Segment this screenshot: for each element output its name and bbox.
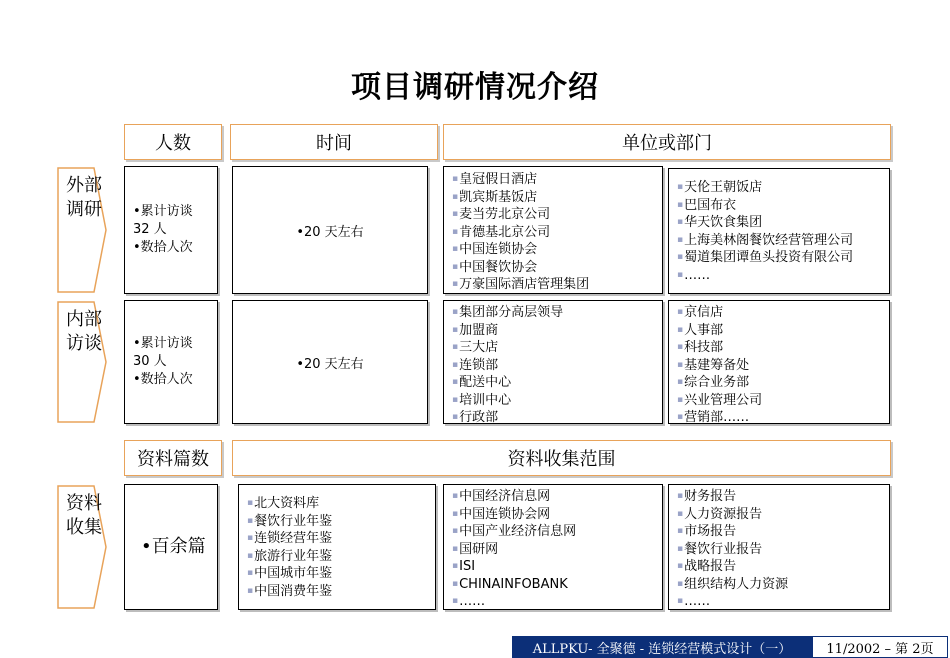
- label-line-2: 访谈: [66, 333, 102, 354]
- list-item-text: 基建筹备处: [684, 357, 750, 373]
- list-item-text: 行政部: [459, 410, 499, 425]
- header-doc-count-label: 资料篇数: [137, 449, 209, 470]
- list-item-text: 京信店: [684, 305, 724, 320]
- external-count-cell: [124, 166, 218, 294]
- list-item-text: 巴国布衣: [684, 197, 737, 213]
- bullet-icon: ▪: [247, 498, 254, 508]
- list-item-text: 培训中心: [459, 392, 512, 408]
- list-item-text: 财务报告: [684, 489, 737, 504]
- list-item: [677, 488, 889, 506]
- external-units-col2: [668, 168, 890, 294]
- footer-project: ALLPKU- 全聚德 - 连锁经营模式设计（一）: [512, 636, 812, 658]
- list-item-text: 综合业务部: [684, 375, 750, 390]
- bullet-icon: ▪: [677, 543, 684, 554]
- list-item: [677, 506, 889, 524]
- scope-list: [669, 485, 889, 611]
- bullet-icon: ▪: [677, 578, 684, 589]
- bullet-icon: ▪: [452, 526, 459, 536]
- list-item: [452, 339, 662, 357]
- list-item: [452, 189, 662, 207]
- list-item: [452, 541, 662, 559]
- list-item-text: 华天饮食集团: [684, 215, 763, 230]
- label-line-2: 调研: [66, 199, 102, 220]
- unit-list: [444, 301, 662, 427]
- list-item-text: CHINAINFOBANK: [459, 576, 568, 592]
- list-item: [452, 392, 662, 410]
- bullet-icon: ▪: [247, 515, 254, 526]
- list-item-text: 万豪国际酒店管理集团: [459, 277, 590, 292]
- list-item: [452, 241, 662, 259]
- list-item: [247, 583, 435, 601]
- bullet-icon: ▪: [247, 533, 254, 543]
- bullet-icon: ▪: [452, 491, 459, 501]
- internal-count-cell: [124, 300, 218, 424]
- list-item-text: 凯宾斯基饭店: [459, 189, 538, 205]
- list-item: [677, 214, 889, 232]
- bullet-icon: ▪: [677, 217, 684, 227]
- materials-scope-col2: [443, 484, 663, 610]
- label-line-2: 收集: [66, 517, 102, 538]
- bullet-icon: ▪: [452, 279, 459, 289]
- list-item-text: ……: [684, 267, 711, 283]
- bullet-icon: ▪: [452, 412, 459, 422]
- list-item: [677, 392, 889, 410]
- materials-count-cell: [124, 484, 218, 610]
- list-item-text: 天伦王朝饭店: [684, 180, 763, 195]
- chevron-external-label: [66, 174, 104, 222]
- external-units-col1: [443, 166, 663, 294]
- list-item: [247, 513, 435, 531]
- internal-units-col1: [443, 300, 663, 424]
- list-item-text: 国研网: [459, 541, 499, 557]
- list-item: [677, 357, 889, 375]
- bullet-icon: ▪: [677, 412, 684, 422]
- header-doc-count: [124, 440, 222, 476]
- list-item: [677, 374, 889, 392]
- list-item-text: 三大店: [459, 340, 499, 355]
- list-item: [452, 171, 662, 189]
- list-item-text: 中国产业经济信息网: [459, 524, 577, 539]
- header-time-label: 时间: [316, 133, 352, 154]
- count-line-2: 32 人: [133, 222, 167, 237]
- materials-scope-col1: [238, 484, 436, 610]
- bullet-icon: ▪: [452, 191, 459, 202]
- list-item-text: 北大资料库: [254, 496, 320, 511]
- list-item-text: ……: [459, 594, 486, 609]
- bullet-icon: ▪: [452, 543, 459, 554]
- bullet-icon: ▪: [452, 244, 459, 254]
- list-item-text: 集团部分高层领导: [459, 305, 564, 320]
- bullet-icon: ▪: [452, 174, 459, 184]
- list-item: [452, 488, 662, 506]
- bullet-icon: ▪: [677, 596, 684, 606]
- list-item: [247, 530, 435, 548]
- list-item-text: ……: [684, 594, 711, 609]
- bullet-icon: ▪: [247, 550, 254, 561]
- list-item-text: ISI: [459, 559, 476, 574]
- header-unit: [443, 124, 891, 160]
- internal-units-col2: [668, 300, 890, 424]
- list-item-text: 餐饮行业年鉴: [254, 513, 333, 529]
- bullet-icon: ▪: [677, 377, 684, 387]
- list-item-text: 旅游行业年鉴: [254, 548, 333, 564]
- label-line-1: 资料: [66, 493, 102, 514]
- list-item-text: 皇冠假日酒店: [459, 172, 538, 187]
- list-item: [677, 409, 889, 427]
- bullet-icon: ▪: [452, 209, 459, 219]
- list-item: [677, 339, 889, 357]
- list-item-text: 上海美林阁餐饮经营管理公司: [684, 232, 854, 248]
- list-item: [677, 558, 889, 576]
- unit-list: [669, 301, 889, 427]
- scope-list: [444, 485, 662, 611]
- list-item: [247, 495, 435, 513]
- list-item: [452, 357, 662, 375]
- list-item-text: 科技部: [684, 340, 724, 355]
- chevron-materials-label: [66, 492, 104, 540]
- bullet-icon: ▪: [677, 394, 684, 405]
- bullet-icon: ▪: [677, 234, 684, 245]
- list-item: [247, 548, 435, 566]
- bullet-icon: ▪: [452, 261, 459, 272]
- list-item-text: 市场报告: [684, 524, 737, 539]
- list-item: [677, 541, 889, 559]
- bullet-icon: ▪: [677, 508, 684, 519]
- bullet-icon: ▪: [247, 585, 254, 596]
- list-item: [452, 276, 662, 294]
- list-item-text: 连锁经营年鉴: [254, 531, 333, 546]
- bullet-icon: ▪: [677, 526, 684, 536]
- count-line-2: 30 人: [133, 354, 167, 369]
- chevron-materials: [56, 484, 108, 610]
- external-time: •20 天左右: [296, 224, 364, 240]
- list-item: [677, 232, 889, 250]
- bullet-icon: ▪: [677, 561, 684, 571]
- materials-scope-col3: [668, 484, 890, 610]
- list-item: [452, 224, 662, 242]
- list-item: [452, 409, 662, 427]
- list-item: [677, 322, 889, 340]
- list-item: [677, 576, 889, 594]
- count-line-1: •累计访谈: [133, 336, 193, 351]
- bullet-icon: ▪: [452, 226, 459, 237]
- footer-page: 11/2002 – 第 2页: [812, 636, 948, 658]
- list-item: [452, 523, 662, 541]
- chevron-internal-label: [66, 308, 104, 356]
- bullet-icon: ▪: [452, 359, 459, 370]
- list-item-text: 营销部……: [684, 410, 750, 425]
- list-item-text: 中国城市年鉴: [254, 566, 333, 581]
- count-line-3: •数拾人次: [133, 372, 193, 387]
- external-count: [133, 167, 213, 293]
- bullet-icon: ▪: [452, 342, 459, 352]
- bullet-icon: ▪: [677, 269, 684, 280]
- list-item: [452, 558, 662, 576]
- header-time: [230, 124, 438, 160]
- list-item-text: 组织结构人力资源: [684, 576, 789, 592]
- list-item-text: 战略报告: [684, 559, 737, 574]
- list-item-text: 麦当劳北京公司: [459, 207, 551, 222]
- list-item: [677, 179, 889, 197]
- bullet-icon: ▪: [677, 359, 684, 370]
- header-doc-scope-label: 资料收集范围: [507, 449, 616, 470]
- chevron-internal: [56, 300, 108, 424]
- list-item-text: 蜀道集团谭鱼头投资有限公司: [684, 250, 854, 265]
- external-time-cell: [232, 166, 428, 294]
- bullet-icon: ▪: [452, 561, 459, 571]
- bullet-icon: ▪: [452, 307, 459, 317]
- list-item-text: 中国消费年鉴: [254, 583, 333, 599]
- bullet-icon: ▪: [452, 377, 459, 387]
- bullet-icon: ▪: [452, 578, 459, 589]
- count-line-1: •百余篇: [141, 536, 206, 557]
- bullet-icon: ▪: [247, 568, 254, 578]
- bullet-icon: ▪: [452, 324, 459, 335]
- list-item-text: 中国餐饮协会: [459, 259, 538, 275]
- list-item: [452, 304, 662, 322]
- list-item-text: 中国连锁协会: [459, 242, 538, 257]
- bullet-icon: ▪: [677, 252, 684, 262]
- bullet-icon: ▪: [677, 324, 684, 335]
- list-item-text: 兴业管理公司: [684, 392, 763, 408]
- label-line-1: 外部: [66, 175, 102, 196]
- list-item-text: 人事部: [684, 322, 724, 338]
- list-item: [677, 197, 889, 215]
- list-item: [677, 304, 889, 322]
- internal-time-cell: [232, 300, 428, 424]
- list-item: [677, 593, 889, 611]
- count-line-3: •数拾人次: [133, 240, 193, 255]
- unit-list: [444, 167, 662, 294]
- list-item: [452, 206, 662, 224]
- list-item-text: 中国连锁协会网: [459, 506, 551, 522]
- list-item: [452, 593, 662, 611]
- bullet-icon: ▪: [677, 342, 684, 352]
- list-item: [452, 374, 662, 392]
- list-item: [452, 259, 662, 277]
- header-people-label: 人数: [155, 133, 191, 154]
- list-item-text: 肯德基北京公司: [459, 224, 551, 240]
- count-line-1: •累计访谈: [133, 204, 193, 219]
- page-title: 项目调研情况介绍: [351, 70, 599, 105]
- bullet-icon: ▪: [677, 307, 684, 317]
- unit-list: [669, 169, 889, 284]
- list-item-text: 连锁部: [459, 357, 499, 373]
- list-item: [452, 506, 662, 524]
- bullet-icon: ▪: [677, 199, 684, 210]
- header-people: [124, 124, 222, 160]
- list-item: [677, 267, 889, 285]
- header-unit-label: 单位或部门: [622, 133, 712, 154]
- internal-time: •20 天左右: [296, 356, 364, 372]
- label-line-1: 内部: [66, 309, 102, 330]
- list-item: [677, 523, 889, 541]
- list-item: [247, 565, 435, 583]
- bullet-icon: ▪: [452, 596, 459, 606]
- bullet-icon: ▪: [677, 182, 684, 192]
- scope-list: [239, 485, 435, 600]
- list-item-text: 餐饮行业报告: [684, 541, 763, 557]
- list-item-text: 加盟商: [459, 322, 499, 338]
- internal-count: [133, 301, 213, 423]
- list-item-text: 配送中心: [459, 375, 512, 390]
- list-item: [677, 249, 889, 267]
- list-item: [452, 576, 662, 594]
- chevron-external: [56, 166, 108, 294]
- bullet-icon: ▪: [452, 508, 459, 519]
- list-item: [452, 322, 662, 340]
- bullet-icon: ▪: [677, 491, 684, 501]
- list-item-text: 中国经济信息网: [459, 489, 551, 504]
- bullet-icon: ▪: [452, 394, 459, 405]
- list-item-text: 人力资源报告: [684, 506, 763, 522]
- materials-count: [133, 485, 213, 609]
- header-doc-scope: [232, 440, 891, 476]
